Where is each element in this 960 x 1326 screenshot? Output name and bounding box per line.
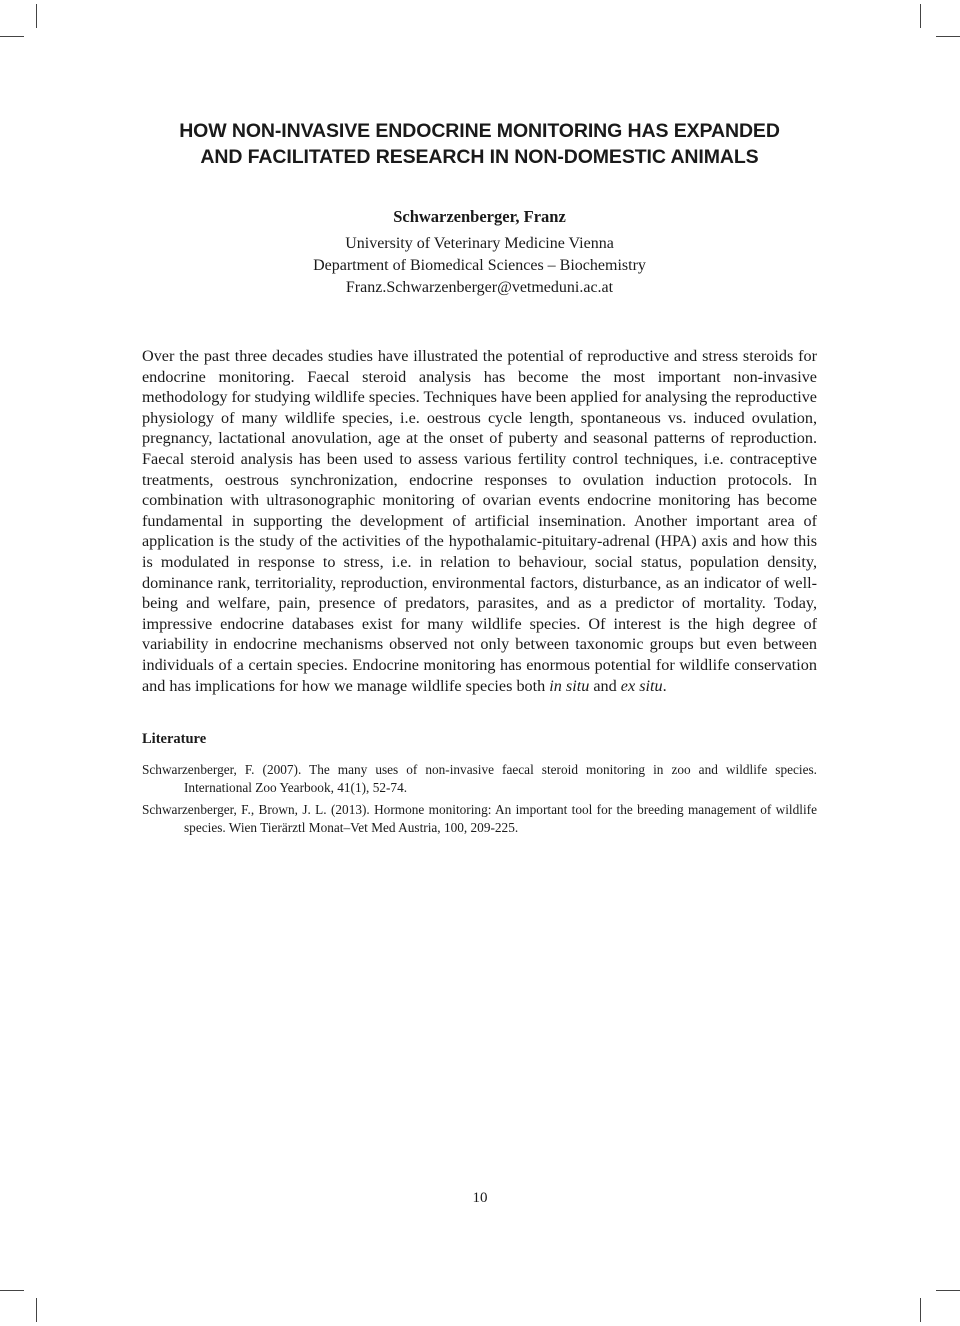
abstract-connector: and xyxy=(593,676,617,695)
crop-mark-top-left-h xyxy=(0,36,24,37)
author-name: Schwarzenberger, Franz xyxy=(393,207,566,226)
page-number: 10 xyxy=(472,1190,488,1206)
author-block xyxy=(142,206,817,299)
reference-item: Schwarzenberger, F., Brown, J. L. (2013). Hormone monitoring: An important tool for the breeding management of wildlife species. Wien Tierärztl Monat–Vet Med Austria, 100, 209-225. xyxy=(142,802,817,835)
title-line-1: HOW NON-INVASIVE ENDOCRINE MONITORING HAS EXPANDED xyxy=(179,120,780,142)
abstract-end: . xyxy=(662,676,667,695)
crop-mark-bottom-left xyxy=(36,1298,37,1322)
abstract-paragraph xyxy=(142,346,817,696)
crop-mark-top-right xyxy=(920,4,921,28)
author-email[interactable]: Franz.Schwarzenberger@vetmeduni.ac.at xyxy=(345,279,614,296)
affiliation-university: University of Veterinary Medicine Vienna xyxy=(345,235,614,252)
crop-mark-top-right-h xyxy=(936,36,960,37)
crop-mark-bottom-left-h xyxy=(0,1290,24,1291)
paper-page xyxy=(142,118,817,841)
abstract-italic-ex-situ: ex situ xyxy=(620,676,663,695)
affiliation-department: Department of Biomedical Sciences – Biochemistry xyxy=(313,257,646,274)
reference-item: Schwarzenberger, F. (2007). The many uses of non-invasive faecal steroid monitoring in zoo and wildlife species. International Zoo Yearbook, 41(1), 52-74. xyxy=(142,762,817,795)
abstract-italic-in-situ: in situ xyxy=(549,676,590,695)
crop-mark-top-left xyxy=(36,4,37,28)
literature-heading: Literature xyxy=(142,731,207,748)
paper-title xyxy=(122,118,837,170)
crop-mark-bottom-right xyxy=(920,1298,921,1322)
abstract-text: Over the past three decades studies have illustrated the potential of reproductive and stress steroids for endocrine monitoring. Faecal steroid analysis has become the most important non-invasive methodology for studying wildlife species. Techniques have been applied for analysing the reproductive physiology of many wildlife species, i.e. oestrous cycle length, spontaneous vs. induced ovulation, pregnancy, lactational anovulation, age at the onset of puberty and seasonal patterns of reproduction. Faecal steroid analysis has been used to assess various fertility control techniques, i.e. contraceptive treatments, oestrous synchronization, endocrine responses to ovulation induction protocols. In combination with ultrasonographic monitoring of ovarian events endocrine monitoring has become fundamental in supporting the development of artificial insemination. Another important area of application is the study of the activities of the hypothalamic-pituitary-adrenal (HPA) axis and how this is modulated in response to stress, i.e. in relation to behaviour, social status, population density, dominance rank, territoriality, reproduction, environmental factors, disturbance, as an indicator of well-being and welfare, pain, presence of predators, parasites, and as a predictor of mortality. Today, impressive endocrine databases exist for many wildlife species. Of interest is the high degree of variability in endocrine mechanisms observed not only between taxonomic groups but even between individuals of a certain species. Endocrine monitoring has enormous potential for wildlife conservation and has implications for how we manage wildlife species both xyxy=(142,347,817,695)
title-line-2: AND FACILITATED RESEARCH IN NON-DOMESTIC ANIMALS xyxy=(200,146,759,168)
crop-mark-bottom-right-h xyxy=(936,1290,960,1291)
